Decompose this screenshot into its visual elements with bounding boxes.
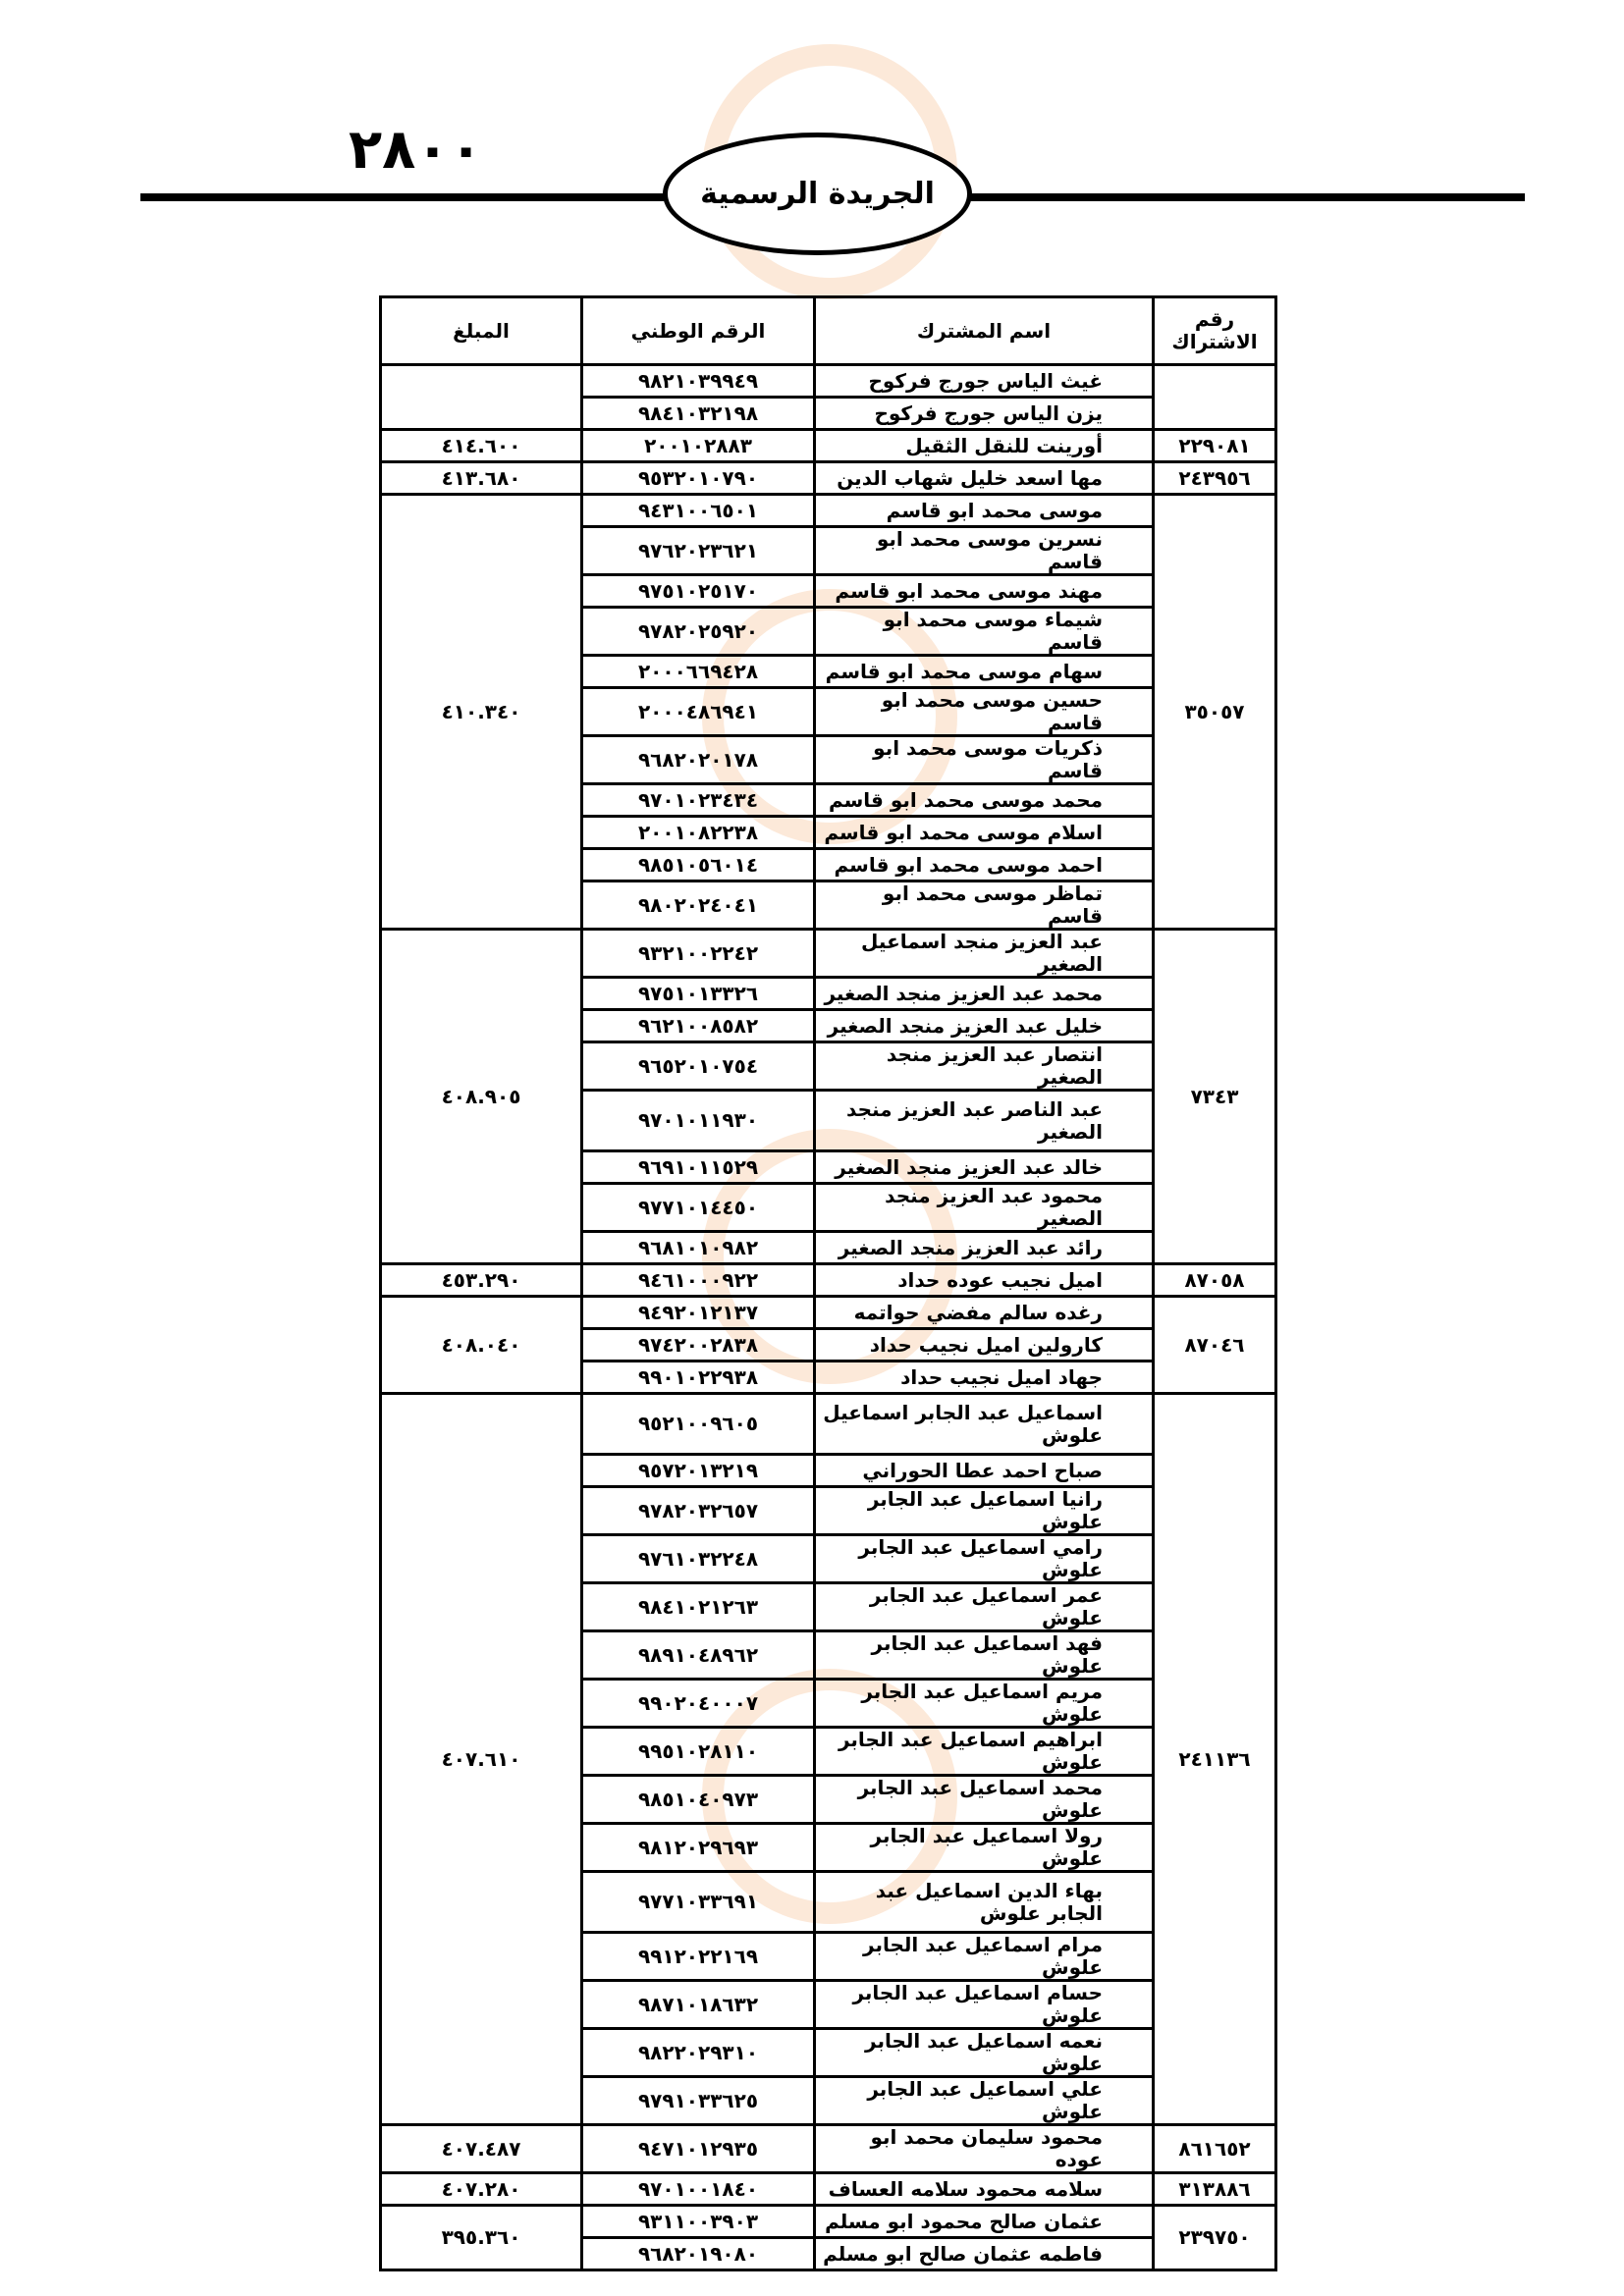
national-id: ٩٩١٢٠٢٢١٦٩: [582, 1933, 815, 1981]
national-id: ٩٧٨٢٠٣٢٦٥٧: [582, 1487, 815, 1535]
amount: ٤١٤.٦٠٠: [381, 430, 582, 462]
national-id: ٩٨٤١٠٣٢١٩٨: [582, 398, 815, 430]
national-id: ٩٨٩١٠٤٨٩٦٢: [582, 1631, 815, 1680]
amount: ٤٠٧.٤٨٧: [381, 2125, 582, 2173]
national-id: ٩٤٦١٠٠٠٩٢٢: [582, 1264, 815, 1297]
national-id: ٢٠٠١٠٨٢٢٣٨: [582, 817, 815, 849]
subscriber-name: خليل عبد العزيز منجد الصغير: [815, 1010, 1154, 1042]
table-row: [381, 430, 1276, 462]
subscribers-table: [379, 295, 1277, 2271]
subscriber-name: اميل نجيب عوده حداد: [815, 1264, 1154, 1297]
subscription-number: ٢٣٩٧٥٠: [1154, 2206, 1276, 2270]
subscriber-name: محمد عبد العزيز منجد الصغير: [815, 978, 1154, 1010]
national-id: ٩٦٩١٠١١٥٢٩: [582, 1151, 815, 1184]
subscriber-name: عثمان صالح محمود ابو مسلم: [815, 2206, 1154, 2238]
subscriber-name: اسلام موسى محمد ابو قاسم: [815, 817, 1154, 849]
amount: ٤٥٣.٢٩٠: [381, 1264, 582, 1297]
national-id: ٩٥٢١٠٠٩٦٠٥: [582, 1394, 815, 1455]
subscriber-name: محمود سليمان محمد ابو عوده: [815, 2125, 1154, 2173]
subscriber-name: مهند موسى محمد ابو قاسم: [815, 575, 1154, 608]
subscriber-name: رامي اسماعيل عبد الجابر علوش: [815, 1535, 1154, 1583]
subscription-number: ٣١٣٨٨٦: [1154, 2173, 1276, 2206]
national-id: ٩٧٠١٠٢٣٤٣٤: [582, 784, 815, 817]
national-id: ٩٤٣١٠٠٦٥٠١: [582, 495, 815, 527]
national-id: ٩٦٨٢٠١٩٠٨٠: [582, 2238, 815, 2270]
table-row: [381, 462, 1276, 495]
subscription-number: ٢٤٣٩٥٦: [1154, 462, 1276, 495]
national-id: ٩٤٧١٠١٢٩٣٥: [582, 2125, 815, 2173]
amount: ٤١٣.٦٨٠: [381, 462, 582, 495]
national-id: ٩٨٠٢٠٢٤٠٤١: [582, 881, 815, 930]
national-id: ٩٦٨٢٠٢٠١٧٨: [582, 736, 815, 784]
subscriber-name: نعمه اسماعيل عبد الجابر علوش: [815, 2029, 1154, 2077]
national-id: ٩٧٧١٠١٤٤٥٠: [582, 1184, 815, 1232]
subscription-number: ٨٧٠٤٦: [1154, 1297, 1276, 1394]
national-id: ٩٦٢١٠٠٨٥٨٢: [582, 1010, 815, 1042]
page-number: ٢٨٠٠: [349, 118, 483, 182]
table-row: [381, 2173, 1276, 2206]
national-id: ٩٤٩٢٠١٢١٣٧: [582, 1297, 815, 1329]
col-header-amount: المبلغ: [381, 297, 582, 365]
national-id: ٩٨٢٢٠٢٩٣١٠: [582, 2029, 815, 2077]
national-id: ٢٠٠٠٦٦٩٤٢٨: [582, 656, 815, 688]
national-id: ٩٧٨٢٠٢٥٩٢٠: [582, 608, 815, 656]
subscriber-name: ابراهيم اسماعيل عبد الجابر علوش: [815, 1728, 1154, 1776]
national-id: ٩٨٥١٠٤٠٩٧٣: [582, 1776, 815, 1824]
national-id: ٩٧٠١٠٠١٨٤٠: [582, 2173, 815, 2206]
gazette-title: الجريدة الرسمية: [700, 177, 935, 211]
national-id: ٩٧٤٢٠٠٢٨٣٨: [582, 1329, 815, 1362]
subscriber-name: عبد العزيز منجد اسماعيل الصغير: [815, 930, 1154, 978]
subscriber-name: علي اسماعيل عبد الجابر علوش: [815, 2077, 1154, 2125]
subscription-number: ٨٧٠٥٨: [1154, 1264, 1276, 1297]
subscriber-name: موسى محمد ابو قاسم: [815, 495, 1154, 527]
table-row: [381, 365, 1276, 398]
subscriber-name: احمد موسى محمد ابو قاسم: [815, 849, 1154, 881]
amount: ٤١٠.٣٤٠: [381, 495, 582, 930]
table-row: [381, 495, 1276, 527]
subscriber-name: رولا اسماعيل عبد الجابر علوش: [815, 1824, 1154, 1872]
subscriber-name: اسماعيل عبد الجابر اسماعيل علوش: [815, 1394, 1154, 1455]
national-id: ٩٧٦٢٠٢٣٦٢١: [582, 527, 815, 575]
subscriber-name: محمد اسماعيل عبد الجابر علوش: [815, 1776, 1154, 1824]
subscriber-name: تماظر موسى محمد ابو قاسم: [815, 881, 1154, 930]
subscriber-name: جهاد اميل نجيب حداد: [815, 1362, 1154, 1394]
table-row: [381, 1394, 1276, 1455]
table-row: [381, 1264, 1276, 1297]
amount: ٤٠٧.٢٨٠: [381, 2173, 582, 2206]
amount: ٤٠٧.٦١٠: [381, 1394, 582, 2125]
amount: [381, 365, 582, 430]
national-id: ٩٥٧٢٠١٣٢١٩: [582, 1455, 815, 1487]
national-id: ٩٧٩١٠٣٣٦٢٥: [582, 2077, 815, 2125]
subscriber-name: فهد اسماعيل عبد الجابر علوش: [815, 1631, 1154, 1680]
subscription-number: ٣٥٠٥٧: [1154, 495, 1276, 930]
subscriber-name: عمر اسماعيل عبد الجابر علوش: [815, 1583, 1154, 1631]
national-id: ٩٨٤١٠٢١٢٦٣: [582, 1583, 815, 1631]
subscription-number: [1154, 365, 1276, 430]
table-row: [381, 930, 1276, 978]
subscriber-name: محمود عبد العزيز منجد الصغير: [815, 1184, 1154, 1232]
subscriber-name: انتصار عبد العزيز منجد الصغير: [815, 1042, 1154, 1091]
table-row: [381, 1297, 1276, 1329]
subscription-number: ٢٢٩٠٨١: [1154, 430, 1276, 462]
subscriber-name: كارولين اميل نجيب حداد: [815, 1329, 1154, 1362]
national-id: ٩٧٧١٠٣٣٦٩١: [582, 1872, 815, 1933]
national-id: ٩٨٧١٠١٨٦٣٢: [582, 1981, 815, 2029]
subscriber-name: رغده سالم مفضي حواتمه: [815, 1297, 1154, 1329]
subscriber-name: سلامه محمود سلامه العساف: [815, 2173, 1154, 2206]
national-id: ٢٠٠٠٤٨٦٩٤١: [582, 688, 815, 736]
subscriber-name: ذكريات موسى محمد ابو قاسم: [815, 736, 1154, 784]
national-id: ٩٣١١٠٠٣٩٠٣: [582, 2206, 815, 2238]
national-id: ٩٨١٢٠٢٩٦٩٣: [582, 1824, 815, 1872]
amount: ٤٠٨.٩٠٥: [381, 930, 582, 1264]
national-id: ٩٧٦١٠٣٢٢٤٨: [582, 1535, 815, 1583]
table-row: [381, 2125, 1276, 2173]
amount: ٣٩٥.٣٦٠: [381, 2206, 582, 2270]
table-header-row: [381, 297, 1276, 365]
subscriber-name: أورينت للنقل الثقيل: [815, 430, 1154, 462]
national-id: ٢٠٠١٠٢٨٨٣: [582, 430, 815, 462]
subscriber-name: مرام اسماعيل عبد الجابر علوش: [815, 1933, 1154, 1981]
subscriber-name: غيث الياس جورج فركوح: [815, 365, 1154, 398]
subscriber-name: مها اسعد خليل شهاب الدين: [815, 462, 1154, 495]
subscriber-name: عبد الناصر عبد العزيز منجد الصغير: [815, 1091, 1154, 1151]
national-id: ٩٨٥١٠٥٦٠١٤: [582, 849, 815, 881]
subscription-number: ٢٤١١٣٦: [1154, 1394, 1276, 2125]
subscriber-name: رائد عبد العزيز منجد الصغير: [815, 1232, 1154, 1264]
subscription-number: ٨٦١٦٥٢: [1154, 2125, 1276, 2173]
amount: ٤٠٨.٠٤٠: [381, 1297, 582, 1394]
subscriber-name: مريم اسماعيل عبد الجابر علوش: [815, 1680, 1154, 1728]
national-id: ٩٧٠١٠١١٩٣٠: [582, 1091, 815, 1151]
table-body: [381, 365, 1276, 2270]
table-row: [381, 2206, 1276, 2238]
national-id: ٩٧٥١٠٢٥١٧٠: [582, 575, 815, 608]
subscriber-name: بهاء الدين اسماعيل عبد الجابر علوش: [815, 1872, 1154, 1933]
subscriber-name: حسين موسى محمد ابو قاسم: [815, 688, 1154, 736]
subscriber-name: يزن الياس جورج فركوح: [815, 398, 1154, 430]
national-id: ٩٦٨١٠١٠٩٨٢: [582, 1232, 815, 1264]
col-header-subscription: رقم الاشتراك: [1154, 297, 1276, 365]
subscriber-name: سهام موسى محمد ابو قاسم: [815, 656, 1154, 688]
header-title-oval: [663, 133, 972, 255]
national-id: ٩٩٠٢٠٤٠٠٠٧: [582, 1680, 815, 1728]
national-id: ٩٨٢١٠٣٩٩٤٩: [582, 365, 815, 398]
subscription-number: ٧٣٤٣: [1154, 930, 1276, 1264]
col-header-national-id: الرقم الوطني: [582, 297, 815, 365]
national-id: ٩٩٠١٠٢٢٩٣٨: [582, 1362, 815, 1394]
subscriber-name: فاطمه عثمان صالح ابو مسلم: [815, 2238, 1154, 2270]
national-id: ٩٣٢١٠٠٢٢٤٢: [582, 930, 815, 978]
col-header-name: اسم المشترك: [815, 297, 1154, 365]
subscriber-name: خالد عبد العزيز منجد الصغير: [815, 1151, 1154, 1184]
national-id: ٩٩٥١٠٢٨١١٠: [582, 1728, 815, 1776]
subscriber-name: محمد موسى محمد ابو قاسم: [815, 784, 1154, 817]
subscriber-name: نسرين موسى محمد ابو قاسم: [815, 527, 1154, 575]
national-id: ٩٧٥١٠١٣٣٢٦: [582, 978, 815, 1010]
subscriber-name: حسام اسماعيل عبد الجابر علوش: [815, 1981, 1154, 2029]
subscriber-name: شيماء موسى محمد ابو قاسم: [815, 608, 1154, 656]
national-id: ٩٦٥٢٠١٠٧٥٤: [582, 1042, 815, 1091]
subscriber-name: صباح احمد عطا الحوراني: [815, 1455, 1154, 1487]
national-id: ٩٥٣٢٠١٠٧٩٠: [582, 462, 815, 495]
subscriber-name: رانيا اسماعيل عبد الجابر علوش: [815, 1487, 1154, 1535]
